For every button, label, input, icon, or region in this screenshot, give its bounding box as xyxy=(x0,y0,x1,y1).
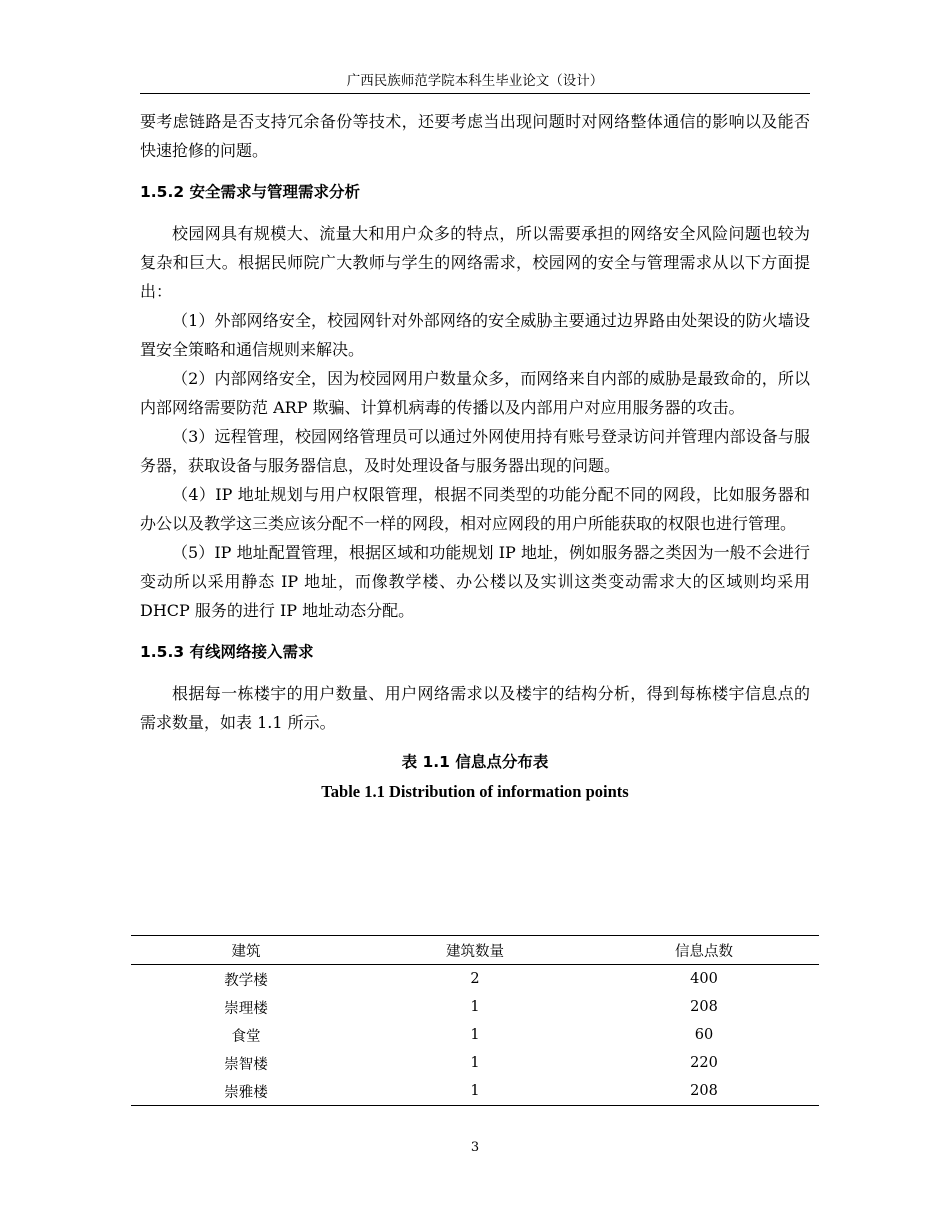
table-row xyxy=(131,1021,819,1049)
paragraph-item-3: （3）远程管理，校园网络管理员可以通过外网使用持有账号登录访问并管理内部设备与服务器，获取设备与服务器信息，及时处理设备与服务器出现的问题。 xyxy=(140,427,810,475)
header-rule xyxy=(140,93,810,94)
table-cell: 208 xyxy=(589,1077,819,1106)
table-caption-cn: 表 1.1 信息点分布表 xyxy=(401,753,549,771)
paragraph-intro: 校园网具有规模大、流量大和用户众多的特点，所以需要承担的网络安全风险问题也较为复杂和巨大。根据民师院广大教师与学生的网络需求，校园网的安全与管理需求从以下方面提出： xyxy=(140,224,810,301)
table-row xyxy=(131,1049,819,1077)
table-cell: 1 xyxy=(470,1055,480,1071)
page-body xyxy=(140,107,810,806)
section-heading-1-5-2: 1.5.2 安全需求与管理需求分析 xyxy=(140,183,361,201)
paragraph-item-2: （2）内部网络安全，因为校园网用户数量众多，而网络来自内部的威胁是最致命的，所以内部网络需要防范 ARP 欺骗、计算机病毒的传播以及内部用户对应用服务器的攻击。 xyxy=(140,369,810,417)
table-cell: 1 xyxy=(470,999,480,1015)
paragraph-item-1: （1）外部网络安全，校园网针对外部网络的安全威胁主要通过边界路由处架设的防火墙设置安全策略和通信规则来解决。 xyxy=(140,311,810,359)
table-cell: 食堂 xyxy=(231,1028,261,1045)
running-header: 广西民族师范学院本科生毕业论文（设计） xyxy=(346,73,604,89)
table-header-row xyxy=(131,936,819,965)
information-points-table xyxy=(131,935,819,1106)
table-cell: 400 xyxy=(690,971,718,987)
table-row xyxy=(131,993,819,1021)
table-cell: 教学楼 xyxy=(224,972,268,989)
table-cell: 208 xyxy=(690,999,718,1015)
column-header-info-points: 信息点数 xyxy=(589,936,819,965)
paragraph-item-4: （4）IP 地址规划与用户权限管理，根据不同类型的功能分配不同的网段，比如服务器和办公以及教学这三类应该分配不一样的网段，相对应网段的用户所能获取的权限也进行管理。 xyxy=(140,485,810,533)
table-row xyxy=(131,965,819,994)
section-heading-1-5-3: 1.5.3 有线网络接入需求 xyxy=(140,643,314,661)
table-cell: 1 xyxy=(470,1027,480,1043)
paragraph-continuation: 要考虑链路是否支持冗余备份等技术，还要考虑当出现问题时对网络整体通信的影响以及能否快速抢修的问题。 xyxy=(140,112,810,160)
table-cell: 2 xyxy=(470,971,480,987)
table-cell: 崇理楼 xyxy=(224,1000,268,1017)
table-row xyxy=(131,1077,819,1106)
table-cell: 崇雅楼 xyxy=(131,1077,361,1106)
table-cell: 崇智楼 xyxy=(224,1056,268,1073)
table-cell: 220 xyxy=(690,1055,718,1071)
paragraph-table-intro: 根据每一栋楼宇的用户数量、用户网络需求以及楼宇的结构分析，得到每栋楼宇信息点的需求数量，如表 1.1 所示。 xyxy=(140,684,810,732)
paragraph-item-5: （5）IP 地址配置管理，根据区域和功能规划 IP 地址，例如服务器之类因为一般不会进行变动所以采用静态 IP 地址，而像教学楼、办公楼以及实训这类变动需求大的区域则均采用 DHCP 服务的进行 IP 地址动态分配。 xyxy=(140,543,810,620)
column-header-building-count: 建筑数量 xyxy=(361,936,589,965)
column-header-building: 建筑 xyxy=(131,936,361,965)
table-cell: 60 xyxy=(694,1027,714,1043)
table-cell: 1 xyxy=(361,1077,589,1106)
table-caption-en: Table 1.1 Distribution of information points xyxy=(321,782,629,801)
page-number: 3 xyxy=(470,1140,480,1155)
